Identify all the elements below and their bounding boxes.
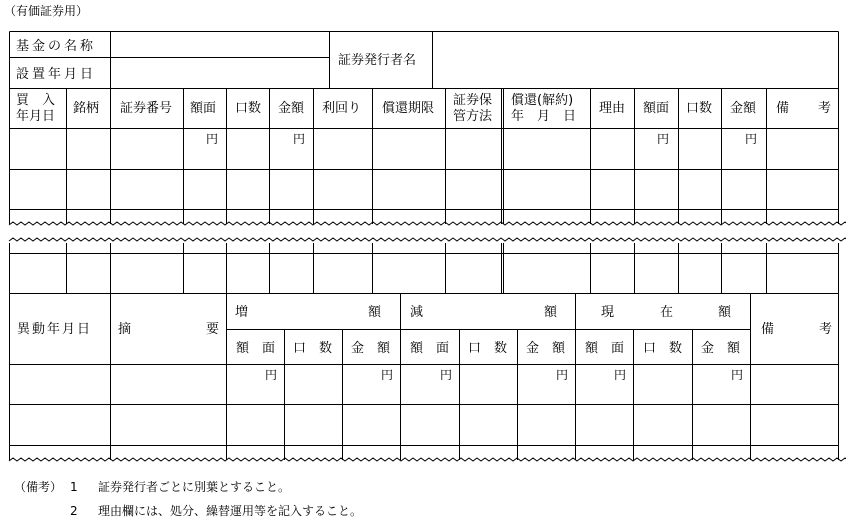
bottom-table-grid bbox=[10, 294, 839, 461]
increase-label-2: 額 bbox=[368, 305, 382, 320]
remarks-label: 備 考 bbox=[776, 101, 840, 116]
yen-increase-amount: 円 bbox=[381, 368, 394, 382]
yen-face-value: 円 bbox=[206, 132, 219, 146]
redemption-date-label-line2: 年 月 日 bbox=[511, 109, 577, 124]
redemption-date-label-line1: 償還(解約) bbox=[511, 93, 574, 108]
note-1-text: 証券発行者ごとに別葉とすること。 bbox=[98, 480, 291, 494]
decrease-face-label: 額 面 bbox=[410, 341, 450, 356]
increase-units-label: 口 数 bbox=[293, 341, 333, 356]
amount-label: 金額 bbox=[278, 101, 305, 116]
reason-label: 理由 bbox=[599, 101, 626, 116]
top-table-grid bbox=[10, 32, 839, 225]
yen-increase-face: 円 bbox=[265, 368, 278, 382]
notes-prefix: （備考） bbox=[14, 480, 63, 494]
increase-label-1: 増 bbox=[235, 305, 249, 320]
fund-name-label: 基金の名称 bbox=[16, 39, 97, 54]
purchase-date-label-line2: 年月日 bbox=[16, 109, 56, 124]
maturity-label: 償還期限 bbox=[382, 101, 435, 116]
purchase-date-label-line1: 買 入 bbox=[16, 93, 56, 108]
middle-row-grid bbox=[10, 243, 839, 294]
current-face-label: 額 面 bbox=[585, 341, 625, 356]
current-units-label: 口 数 bbox=[643, 341, 683, 356]
yen-face-value2: 円 bbox=[657, 132, 670, 146]
brand-label: 銘柄 bbox=[73, 101, 100, 116]
units-label: 口数 bbox=[235, 101, 262, 116]
break-line-top-1 bbox=[9, 222, 846, 225]
decrease-label-2: 額 bbox=[544, 305, 558, 320]
yen-amount2: 円 bbox=[745, 132, 758, 146]
note-2-text: 理由欄には、処分、繰替運用等を記入すること。 bbox=[98, 504, 363, 518]
custody-label-line2: 管方法 bbox=[453, 109, 493, 124]
note-1-number: 1 bbox=[70, 480, 78, 494]
current-amount-label: 金 額 bbox=[701, 341, 741, 356]
bottom-remarks-label-2: 考 bbox=[819, 322, 833, 337]
face-value2-label: 額面 bbox=[643, 101, 670, 116]
yen-decrease-amount: 円 bbox=[556, 368, 569, 382]
custody-label-line1: 証券保 bbox=[453, 93, 493, 108]
yen-current-face: 円 bbox=[614, 368, 627, 382]
increase-face-label: 額 面 bbox=[236, 341, 276, 356]
summary-label-1: 摘 bbox=[118, 322, 132, 337]
change-date-label: 異動年月日 bbox=[17, 322, 93, 337]
summary-label-2: 要 bbox=[206, 322, 220, 337]
established-date-label: 設置年月日 bbox=[16, 67, 97, 82]
break-line-bottom bbox=[9, 458, 846, 461]
bottom-remarks-label-1: 備 bbox=[761, 322, 775, 337]
face-value-label: 額面 bbox=[190, 101, 217, 116]
units2-label: 口数 bbox=[686, 101, 713, 116]
yield-label: 利回り bbox=[322, 101, 362, 116]
note-2-number: 2 bbox=[70, 504, 78, 518]
current-label-2: 在 bbox=[660, 305, 674, 320]
decrease-label-1: 減 bbox=[410, 305, 424, 320]
current-label-3: 額 bbox=[718, 305, 732, 320]
increase-amount-label: 金 額 bbox=[351, 341, 391, 356]
amount2-label: 金額 bbox=[730, 101, 757, 116]
break-line-top-2 bbox=[9, 238, 846, 241]
yen-current-amount: 円 bbox=[731, 368, 744, 382]
yen-decrease-face: 円 bbox=[440, 368, 453, 382]
security-number-label: 証券番号 bbox=[120, 101, 173, 116]
decrease-units-label: 口 数 bbox=[468, 341, 508, 356]
current-label-1: 現 bbox=[601, 305, 615, 320]
doc-type-label: （有価証券用） bbox=[4, 4, 89, 18]
yen-amount: 円 bbox=[293, 132, 306, 146]
decrease-amount-label: 金 額 bbox=[526, 341, 566, 356]
issuer-name-label: 証券発行者名 bbox=[338, 53, 417, 68]
